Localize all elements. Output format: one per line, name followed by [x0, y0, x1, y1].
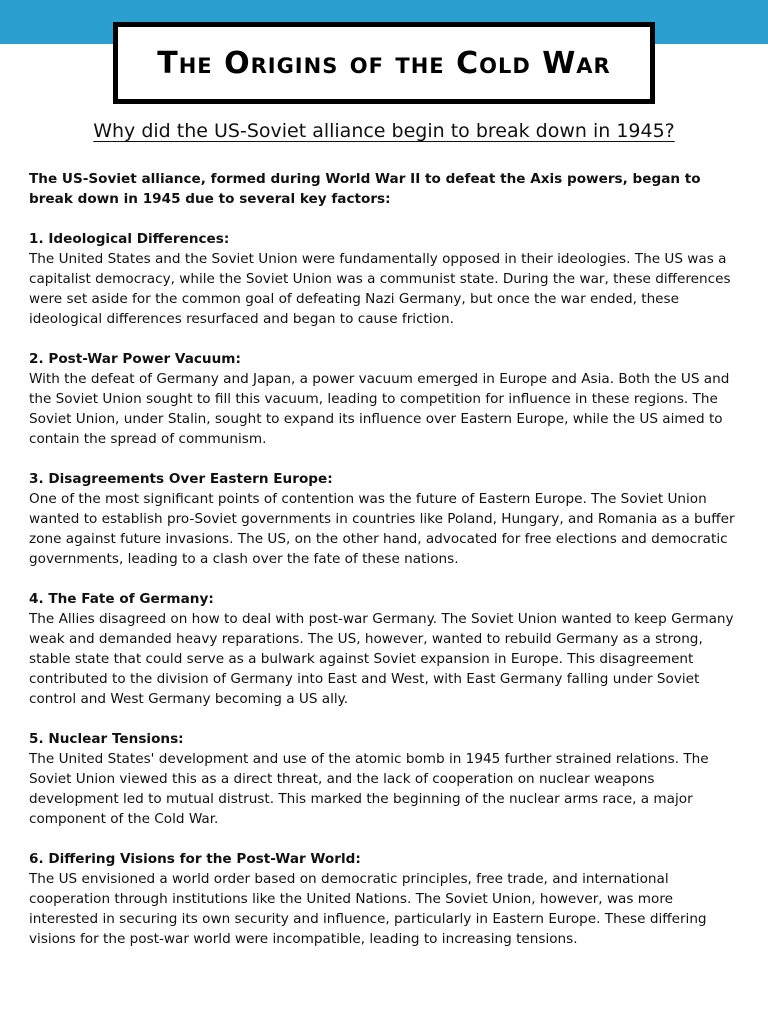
document-content — [29, 169, 741, 969]
page-title: The Origins of the Cold War — [157, 45, 611, 81]
section-differing-visions — [29, 849, 741, 949]
section-nuclear-tensions — [29, 729, 741, 829]
section-heading: 1. Ideological Differences: — [29, 231, 230, 247]
section-body: The United States' development and use of the atomic bomb in 1945 further strained relations. The Soviet Union viewed this as a direct threat, and the lack of cooperation on nuclear weapons development led to mutual distrust. This marked the beginning of the nuclear arms race, a major component of the Cold War. — [29, 751, 709, 827]
guiding-question: Why did the US-Soviet alliance begin to break down in 1945? — [93, 120, 675, 142]
section-body: One of the most significant points of contention was the future of Eastern Europe. The Soviet Union wanted to establish pro-Soviet governments in countries like Poland, Hungary, and Romania as a buffer zone against future invasions. The US, on the other hand, advocated for free elections and democratic governments, leading to a clash over the fate of these nations. — [29, 491, 735, 567]
section-heading: 4. The Fate of Germany: — [29, 591, 214, 607]
section-ideological-differences — [29, 229, 741, 329]
title-box — [113, 22, 655, 104]
section-power-vacuum — [29, 349, 741, 449]
section-heading: 6. Differing Visions for the Post-War World: — [29, 851, 361, 867]
section-body: With the defeat of Germany and Japan, a power vacuum emerged in Europe and Asia. Both the US and the Soviet Union sought to fill this vacuum, leading to competition for influence in these regions. The Soviet Union, under Stalin, sought to expand its influence over Eastern Europe, while the US aimed to contain the spread of communism. — [29, 371, 730, 447]
section-body: The Allies disagreed on how to deal with post-war Germany. The Soviet Union wanted to keep Germany weak and demanded heavy reparations. The US, however, wanted to rebuild Germany as a strong, stable state that could serve as a bulwark against Soviet expansion in Europe. This disagreement contributed to the division of Germany into East and West, with East Germany falling under Soviet control and West Germany becoming a US ally. — [29, 611, 734, 707]
section-heading: 2. Post-War Power Vacuum: — [29, 351, 241, 367]
section-fate-of-germany — [29, 589, 741, 709]
section-heading: 3. Disagreements Over Eastern Europe: — [29, 471, 333, 487]
section-body: The United States and the Soviet Union were fundamentally opposed in their ideologies. The US was a capitalist democracy, while the Soviet Union was a communist state. During the war, these differences were set aside for the common goal of defeating Nazi Germany, but once the war ended, these ideological differences resurfaced and began to cause friction. — [29, 251, 731, 327]
intro-paragraph: The US-Soviet alliance, formed during World War II to defeat the Axis powers, began to break down in 1945 due to several key factors: — [29, 171, 701, 207]
section-body: The US envisioned a world order based on democratic principles, free trade, and international cooperation through institutions like the United Nations. The Soviet Union, however, was more interested in securing its own security and influence, particularly in Eastern Europe. These differing visions for the post-war world were incompatible, leading to increasing tensions. — [29, 871, 707, 947]
section-eastern-europe — [29, 469, 741, 569]
section-heading: 5. Nuclear Tensions: — [29, 731, 184, 747]
